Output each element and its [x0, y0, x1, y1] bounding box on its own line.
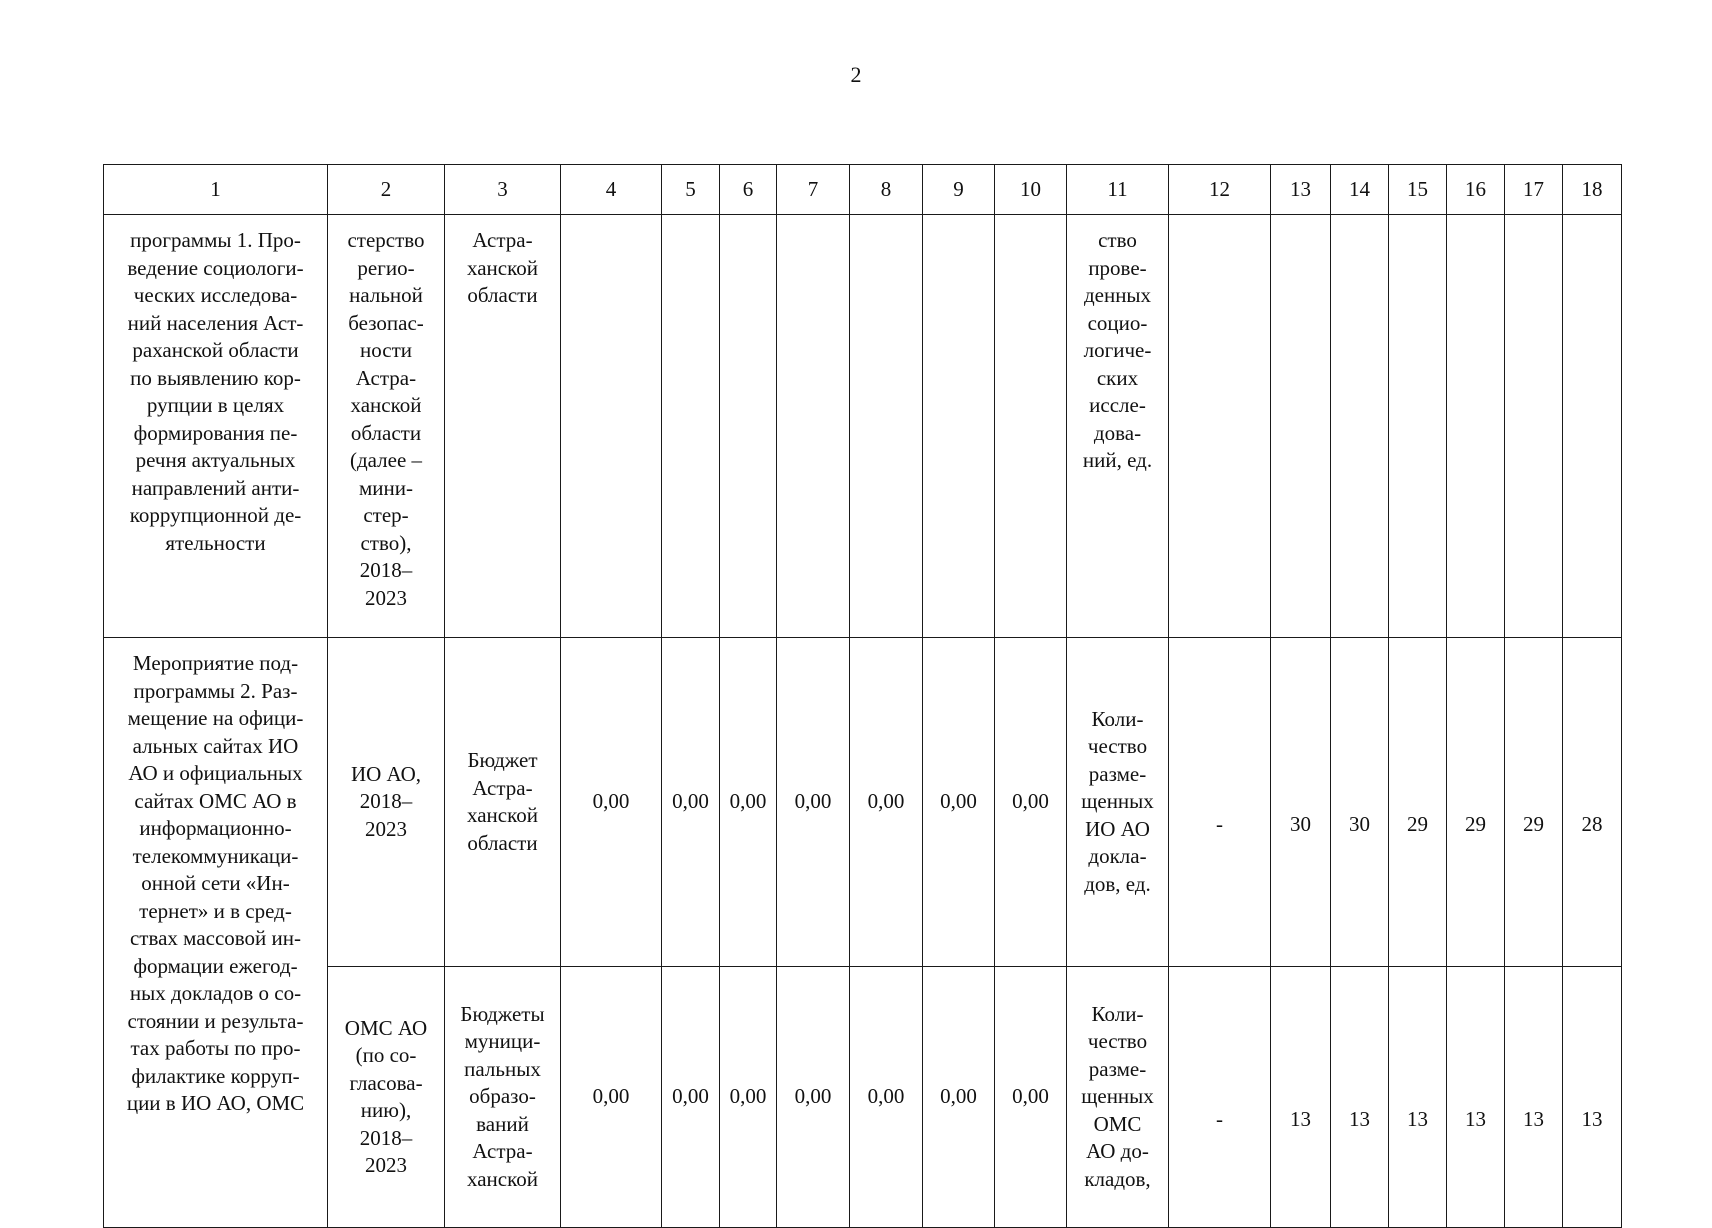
column-header: 12	[1169, 165, 1271, 215]
table-cell	[850, 215, 923, 638]
funding-source: Астра- ханской области	[445, 215, 561, 638]
indicator-value: 28	[1563, 638, 1622, 967]
funding-value: 0,00	[850, 638, 923, 967]
column-header: 18	[1563, 165, 1622, 215]
funding-value: 0,00	[720, 638, 777, 967]
indicator-name: Коли- чество разме- щенных ИО АО докла- дов, ед.	[1067, 638, 1169, 967]
table-cell	[1169, 215, 1271, 638]
funding-value: 0,00	[923, 967, 995, 1228]
table-row	[104, 215, 1622, 638]
column-header: 15	[1389, 165, 1447, 215]
column-header: 17	[1505, 165, 1563, 215]
table-cell	[720, 215, 777, 638]
column-header: 2	[328, 165, 445, 215]
table-cell	[1563, 215, 1622, 638]
page-number: 2	[850, 62, 862, 87]
column-header: 13	[1271, 165, 1331, 215]
indicator-value: 30	[1331, 638, 1389, 967]
indicator-value: 13	[1331, 967, 1389, 1228]
indicator-value: 13	[1447, 967, 1505, 1228]
funding-value: 0,00	[720, 967, 777, 1228]
indicator-value: 30	[1271, 638, 1331, 967]
table-row	[104, 967, 1622, 1228]
column-header: 11	[1067, 165, 1169, 215]
column-header: 4	[561, 165, 662, 215]
table-cell	[1447, 215, 1505, 638]
executor-period: ИО АО, 2018– 2023	[328, 638, 445, 967]
indicator-name: ство прове- денных социо- логиче- ских иссле- дова- ний, ед.	[1067, 215, 1169, 638]
table-cell	[1331, 215, 1389, 638]
executor-period: ОМС АО (по со- гласова- нию), 2018– 2023	[328, 967, 445, 1228]
column-header: 3	[445, 165, 561, 215]
program-table	[103, 164, 1622, 1228]
indicator-value: 13	[1505, 967, 1563, 1228]
indicator-value: 13	[1271, 967, 1331, 1228]
table-cell	[561, 215, 662, 638]
indicator-value: 13	[1563, 967, 1622, 1228]
funding-value: 0,00	[777, 638, 850, 967]
indicator-value: 13	[1389, 967, 1447, 1228]
indicator-value: 29	[1447, 638, 1505, 967]
indicator-name: Коли- чество разме- щенных ОМС АО до- кладов,	[1067, 967, 1169, 1228]
funding-value: 0,00	[662, 638, 720, 967]
funding-value: 0,00	[995, 967, 1067, 1228]
funding-value: 0,00	[561, 638, 662, 967]
column-number-row	[104, 165, 1622, 215]
funding-value: 0,00	[561, 967, 662, 1228]
column-header: 10	[995, 165, 1067, 215]
column-header: 1	[104, 165, 328, 215]
column-header: 5	[662, 165, 720, 215]
table-cell	[1389, 215, 1447, 638]
indicator-value: -	[1169, 638, 1271, 967]
column-header: 9	[923, 165, 995, 215]
table-cell	[662, 215, 720, 638]
indicator-value: 29	[1389, 638, 1447, 967]
funding-value: 0,00	[777, 967, 850, 1228]
funding-value: 0,00	[923, 638, 995, 967]
table-cell	[1271, 215, 1331, 638]
funding-value: 0,00	[995, 638, 1067, 967]
indicator-value: -	[1169, 967, 1271, 1228]
funding-source: Бюджет Астра- ханской области	[445, 638, 561, 967]
column-header: 8	[850, 165, 923, 215]
column-header: 16	[1447, 165, 1505, 215]
table-cell	[1505, 215, 1563, 638]
executor-period: стерство регио- нальной безопас- ности Астра- ханской области (далее – мини- стер- ство), 2018– 2023	[328, 215, 445, 638]
activity-description: программы 1. Про- ведение социологи- ческих исследова- ний населения Аст- раханской области по выявлению кор- рупции в целях формирования пе- речня актуальных направлений анти- коррупционной де- ятельности	[104, 215, 328, 638]
table-row	[104, 638, 1622, 967]
activity-description: Мероприятие под- программы 2. Раз- мещение на офици- альных сайтах ИО АО и официальных сайтах ОМС АО в информационно- телекоммуникаци- онной сети «Ин- тернет» и в сред- ствах массовой ин- формации ежегод- ных докладов о со- стоянии и результа- тах работы по про- филактике корруп- ции в ИО АО, ОМС	[104, 638, 328, 1228]
column-header: 7	[777, 165, 850, 215]
funding-value: 0,00	[850, 967, 923, 1228]
table-cell	[923, 215, 995, 638]
table-cell	[995, 215, 1067, 638]
funding-source: Бюджеты муници- пальных образо- ваний Астра- ханской	[445, 967, 561, 1228]
column-header: 6	[720, 165, 777, 215]
column-header: 14	[1331, 165, 1389, 215]
table-cell	[777, 215, 850, 638]
funding-value: 0,00	[662, 967, 720, 1228]
indicator-value: 29	[1505, 638, 1563, 967]
